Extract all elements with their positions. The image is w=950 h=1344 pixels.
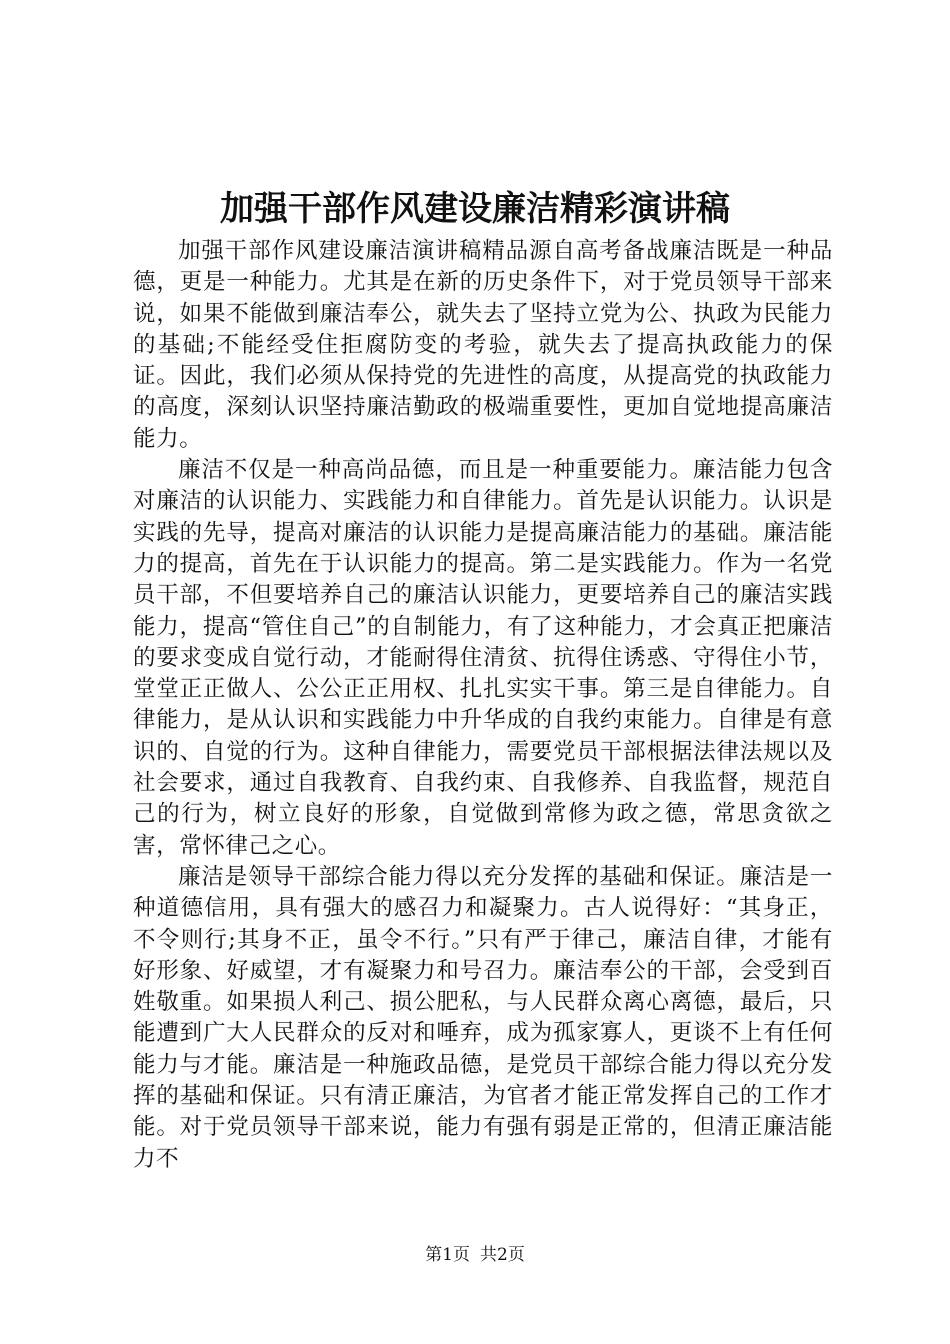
page-footer — [0, 1243, 950, 1267]
paragraph-3: 廉洁是领导干部综合能力得以充分发挥的基础和保证。廉洁是一种道德信用，具有强大的感召力和凝聚力。古人说得好：“其身正，不令则行;其身不正，虽令不行。”只有严于律己，廉洁自律，才能有好形象、好威望，才有凝聚力和号召力。廉洁奉公的干部，会受到百姓敬重。如果损人利己、损公肥私，与人民群众离心离德，最后，只能遭到广大人民群众的反对和唾弃，成为孤家寡人，更谈不上有任何能力与才能。廉洁是一种施政品德，是党员干部综合能力得以充分发挥的基础和保证。只有清正廉洁，为官者才能正常发挥自己的工作才能。对于党员领导干部来说，能力有强有弱是正常的，但清正廉洁能力不 — [133, 863, 833, 1172]
document-body — [133, 236, 833, 1175]
paragraph-1: 加强干部作风建设廉洁演讲稿精品源自高考备战廉洁既是一种品德，更是一种能力。尤其是在新的历史条件下，对于党员领导干部来说，如果不能做到廉洁奉公，就失去了坚持立党为公、执政为民能力的基础;不能经受住拒腐防变的考验，就失去了提高执政能力的保证。因此，我们必须从保持党的先进性的高度，从提高党的执政能力的高度，深刻认识坚持廉洁勤政的极端重要性，更加自觉地提高廉洁能力。 — [133, 238, 833, 452]
document-title: 加强干部作风建设廉洁精彩演讲稿 — [220, 189, 730, 229]
paragraph-2: 廉洁不仅是一种高尚品德，而且是一种重要能力。廉洁能力包含对廉洁的认识能力、实践能力和自律能力。首先是认识能力。认识是实践的先导，提高对廉洁的认识能力是提高廉洁能力的基础。廉洁能力的提高，首先在于认识能力的提高。第二是实践能力。作为一名党员干部，不但要培养自己的廉洁认识能力，更要培养自己的廉洁实践能力，提高“管住自己”的自制能力，有了这种能力，才会真正把廉洁的要求变成自觉行动，才能耐得住清贫、抗得住诱惑、守得住小节，堂堂正正做人、公公正正用权、扎扎实实干事。第三是自律能力。自律能力，是从认识和实践能力中升华成的自我约束能力。自律是有意识的、自觉的行为。这种自律能力，需要党员干部根据法律法规以及社会要求，通过自我教育、自我约束、自我修养、自我监督，规范自己的行为，树立良好的形象，自觉做到常修为政之德，常思贪欲之害，常怀律己之心。 — [133, 457, 833, 859]
page-total: 共2页 — [480, 1245, 525, 1265]
page-number: 第1页 — [425, 1245, 470, 1265]
